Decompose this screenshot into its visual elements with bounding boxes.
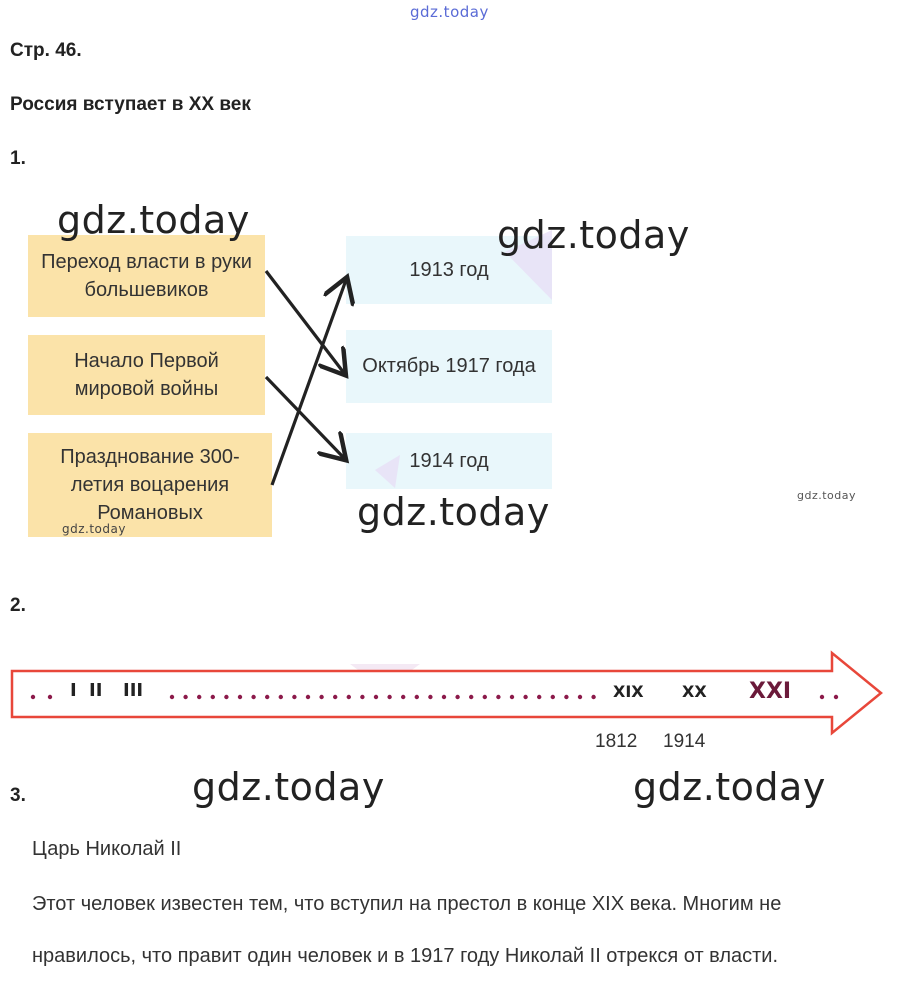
timeline-dot [319,695,323,699]
watermark: gdz.today [57,198,250,242]
timeline-dot [523,695,527,699]
timeline-year-1914: 1914 [663,731,706,752]
task-2-number: 2. [10,595,26,616]
answer-text-line-1: Этот человек известен тем, что вступил на престол в конце XIX века. Многим не [32,893,782,915]
timeline-century-II: II [89,680,103,701]
timeline-dot [48,695,52,699]
timeline-dot [360,695,364,699]
task-3-number: 3. [10,785,26,806]
timeline-dot [469,695,473,699]
timeline-dot [292,695,296,699]
timeline-dot [834,695,838,699]
watermark: gdz.today [357,490,550,534]
watermark: gdz.today [192,765,385,809]
timeline-dot [279,695,283,699]
date-label: 1914 год [409,449,489,472]
timeline-dot [428,695,432,699]
timeline-dot [183,695,187,699]
topic-title: Россия вступает в XX век [10,94,251,115]
timeline-century-XIX: XIX [613,682,644,701]
timeline-century-XX: XX [682,682,707,701]
timeline-dot [510,695,514,699]
answer-text-line-2: нравилось, что правит один человек и в 1917 году Николай II отрекся от власти. [32,945,779,967]
timeline-dot [820,695,824,699]
timeline-dot [211,695,215,699]
timeline-dot [455,695,459,699]
timeline-dot [333,695,337,699]
timeline-dot [442,695,446,699]
timeline-dot [197,695,201,699]
timeline-dot [537,695,541,699]
timeline-dot [496,695,500,699]
event-label: Переход власти в руки большевиков [41,251,252,301]
timeline-century-I: I [70,680,77,701]
timeline-dot [415,695,419,699]
date-label: 1913 год [409,258,489,281]
timeline-dot [551,695,555,699]
timeline-dot [564,695,568,699]
watermark-small: gdz.today [62,522,126,536]
watermark: gdz.today [497,213,690,257]
timeline-dot [224,695,228,699]
timeline-dot [251,695,255,699]
watermark: gdz.today [633,765,826,809]
timeline-dot [265,695,269,699]
timeline-century-III: III [123,680,144,701]
event-label: Празднование 300-летия воцарения Романовых [60,446,240,524]
timeline-dot [306,695,310,699]
timeline-century-XXI: XXI [749,679,792,704]
timeline-dot [591,695,595,699]
timeline-dot [347,695,351,699]
person-name: Царь Николай II [32,838,182,860]
timeline-year-1812: 1812 [595,731,638,752]
timeline-dot [578,695,582,699]
timeline-dot [374,695,378,699]
event-label: Начало Первой мировой войны [74,350,219,400]
timeline-dot [483,695,487,699]
timeline-dot [238,695,242,699]
date-label: Октябрь 1917 года [362,355,536,377]
timeline-dot [387,695,391,699]
timeline-dot [170,695,174,699]
watermark-top: gdz.today [410,3,489,21]
timeline-dot [401,695,405,699]
timeline-dot [31,695,35,699]
task-1-number: 1. [10,148,26,169]
watermark-small: gdz.today [797,489,857,502]
page-number-heading: Стр. 46. [10,40,82,61]
